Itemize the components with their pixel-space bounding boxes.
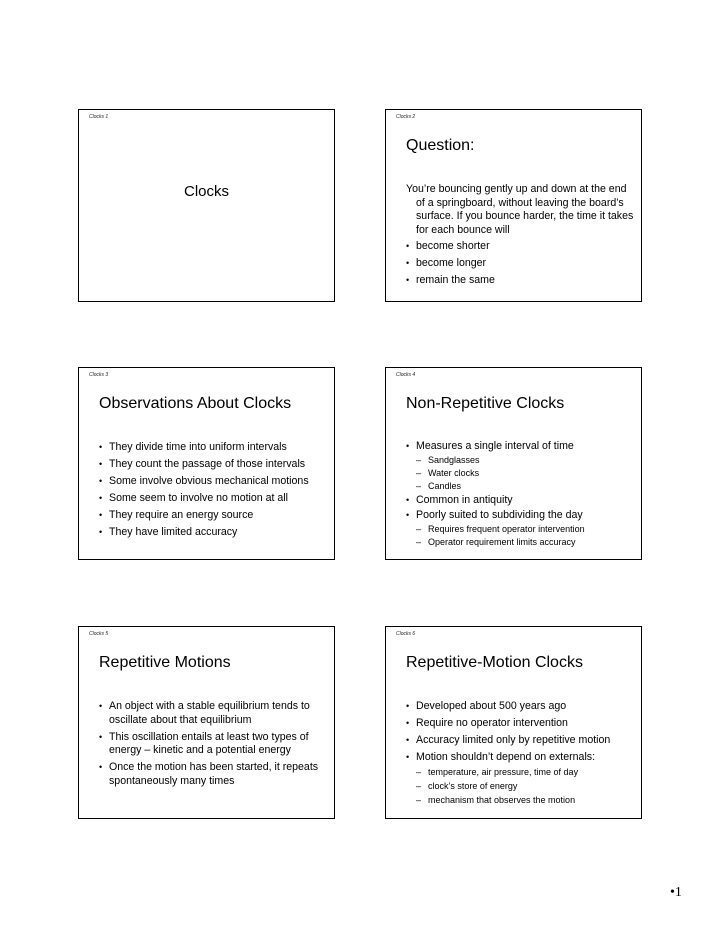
slide-title: Observations About Clocks bbox=[99, 395, 292, 412]
sub-bullet-item: – clock’s store of energy bbox=[406, 779, 635, 793]
bullet-item: • This oscillation entails at least two types of energy – kinetic and a potential energy bbox=[99, 731, 328, 758]
sub-bullet-item: – Candles bbox=[406, 480, 635, 493]
sub-bullet-item: – Water clocks bbox=[406, 467, 635, 480]
slide-label: Clocks 4 bbox=[396, 372, 416, 378]
slide-title: Question: bbox=[406, 137, 475, 154]
page-number: •1 bbox=[670, 885, 682, 900]
bullet-item: • Motion shouldn’t depend on externals: bbox=[406, 751, 635, 765]
bullet-item: • Once the motion has been started, it repeats spontaneously many times bbox=[99, 761, 328, 788]
slide-label: Clocks 1 bbox=[89, 114, 109, 120]
bullet-item: • Some involve obvious mechanical motions bbox=[99, 475, 328, 489]
bullet-list bbox=[406, 440, 635, 549]
slide-4 bbox=[385, 367, 642, 560]
slide-label: Clocks 5 bbox=[89, 631, 109, 637]
slide-body bbox=[406, 183, 635, 291]
slide-label: Clocks 6 bbox=[396, 631, 416, 637]
slide-title: Repetitive-Motion Clocks bbox=[406, 654, 583, 671]
sub-bullet-item: – mechanism that observes the motion bbox=[406, 793, 635, 807]
bullet-item: • They count the passage of those intervals bbox=[99, 458, 328, 472]
question-text: You’re bouncing gently up and down at the end of a springboard, without leaving the board’s surface. If you bounce harder, the time it takes for each bounce will bbox=[406, 183, 634, 236]
sub-bullet-item: – Requires frequent operator intervention bbox=[406, 523, 635, 536]
slide-title: Repetitive Motions bbox=[99, 654, 231, 671]
slide-6 bbox=[385, 626, 642, 819]
bullet-list bbox=[99, 441, 328, 540]
sub-bullet-item: – temperature, air pressure, time of day bbox=[406, 765, 635, 779]
bullet-item: • An object with a stable equilibrium tends to oscillate about that equilibrium bbox=[99, 700, 328, 727]
bullet-item: • Poorly suited to subdividing the day bbox=[406, 509, 635, 523]
bullet-item: • Common in antiquity bbox=[406, 494, 635, 508]
answer-list bbox=[406, 240, 635, 288]
bullet-item: • Some seem to involve no motion at all bbox=[99, 492, 328, 506]
bullet-item: • They divide time into uniform intervals bbox=[99, 441, 328, 455]
slide-title: Clocks bbox=[183, 183, 229, 200]
slide-body bbox=[99, 441, 328, 543]
bullet-item: • They have limited accuracy bbox=[99, 526, 328, 540]
bullet-item: • They require an energy source bbox=[99, 509, 328, 523]
slide-5 bbox=[78, 626, 335, 819]
slide-3 bbox=[78, 367, 335, 560]
answer-option: • become shorter bbox=[406, 240, 635, 254]
bullet-item: • Accuracy limited only by repetitive motion bbox=[406, 734, 635, 748]
slide-title: Non-Repetitive Clocks bbox=[406, 395, 565, 412]
slide-label: Clocks 2 bbox=[396, 114, 416, 120]
bullet-item: • Measures a single interval of time bbox=[406, 440, 635, 454]
slide-1 bbox=[78, 109, 335, 302]
answer-option: • become longer bbox=[406, 257, 635, 271]
slide-body bbox=[406, 440, 635, 549]
bullet-list bbox=[406, 700, 635, 807]
bullet-list bbox=[99, 700, 328, 788]
slide-body bbox=[406, 700, 635, 807]
answer-option: • remain the same bbox=[406, 274, 635, 288]
slide-2 bbox=[385, 109, 642, 302]
slide-body bbox=[99, 700, 328, 792]
bullet-item: • Require no operator intervention bbox=[406, 717, 635, 731]
slide-label: Clocks 3 bbox=[89, 372, 109, 378]
sub-bullet-item: – Sandglasses bbox=[406, 454, 635, 467]
sub-bullet-item: – Operator requirement limits accuracy bbox=[406, 536, 635, 549]
bullet-item: • Developed about 500 years ago bbox=[406, 700, 635, 714]
